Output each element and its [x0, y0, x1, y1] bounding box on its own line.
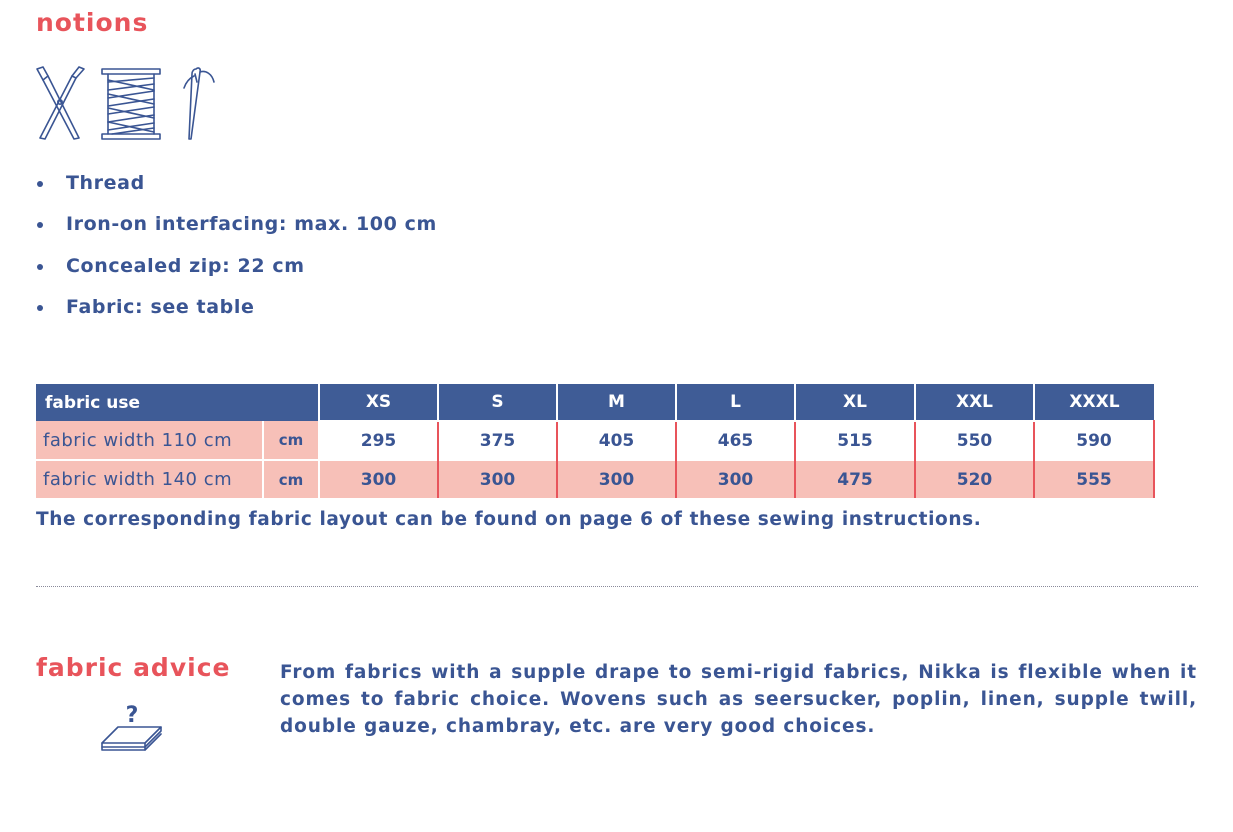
table-cell: 300: [557, 460, 676, 498]
table-cell: 590: [1034, 421, 1154, 460]
row-unit: cm: [263, 460, 319, 498]
table-header-row: [36, 384, 1154, 421]
list-item: Fabric: see table: [36, 292, 437, 333]
table-cell: 520: [915, 460, 1034, 498]
table-row: [36, 421, 1154, 460]
dotted-divider: [36, 586, 1198, 587]
fabric-question-icon: [100, 700, 164, 754]
table-cell: 300: [319, 460, 438, 498]
notions-list: [36, 168, 437, 333]
table-cell: 300: [676, 460, 795, 498]
thread-spool-icon: [102, 69, 160, 139]
row-label: fabric width 110 cm: [36, 421, 263, 460]
table-cell: 300: [438, 460, 557, 498]
table-header-size: XL: [795, 384, 915, 421]
table-cell: 405: [557, 421, 676, 460]
table-header-size: XS: [319, 384, 438, 421]
table-row: [36, 460, 1154, 498]
table-cell: 465: [676, 421, 795, 460]
list-item: Thread: [36, 168, 437, 209]
notions-heading: notions: [36, 8, 149, 37]
table-header-size: S: [438, 384, 557, 421]
row-label: fabric width 140 cm: [36, 460, 263, 498]
table-header-fabric-use: fabric use: [36, 384, 319, 421]
table-header-size: XXL: [915, 384, 1034, 421]
row-unit: cm: [263, 421, 319, 460]
list-item: Concealed zip: 22 cm: [36, 251, 437, 292]
table-header-size: L: [676, 384, 795, 421]
table-header-size: XXXL: [1034, 384, 1154, 421]
table-cell: 555: [1034, 460, 1154, 498]
table-cell: 515: [795, 421, 915, 460]
list-item: Iron-on interfacing: max. 100 cm: [36, 209, 437, 250]
fabric-advice-text: From fabrics with a supple drape to semi-rigid fabrics, Nikka is flexible when it comes to fabric choice. Wovens such as seersucker, poplin, linen, supple twill, double gauze, chambray, etc. are very good choices.: [280, 662, 1197, 737]
table-header-size: M: [557, 384, 676, 421]
scissors-icon: [37, 67, 84, 139]
needle-icon: [184, 68, 214, 139]
fabric-table: [36, 384, 1155, 498]
notions-icons: [34, 64, 220, 142]
fabric-layout-note: The corresponding fabric layout can be found on page 6 of these sewing instructions.: [36, 509, 982, 530]
table-cell: 295: [319, 421, 438, 460]
svg-text:?: ?: [125, 703, 139, 728]
fabric-advice-heading: fabric advice: [36, 653, 231, 682]
table-cell: 375: [438, 421, 557, 460]
table-cell: 475: [795, 460, 915, 498]
table-cell: 550: [915, 421, 1034, 460]
